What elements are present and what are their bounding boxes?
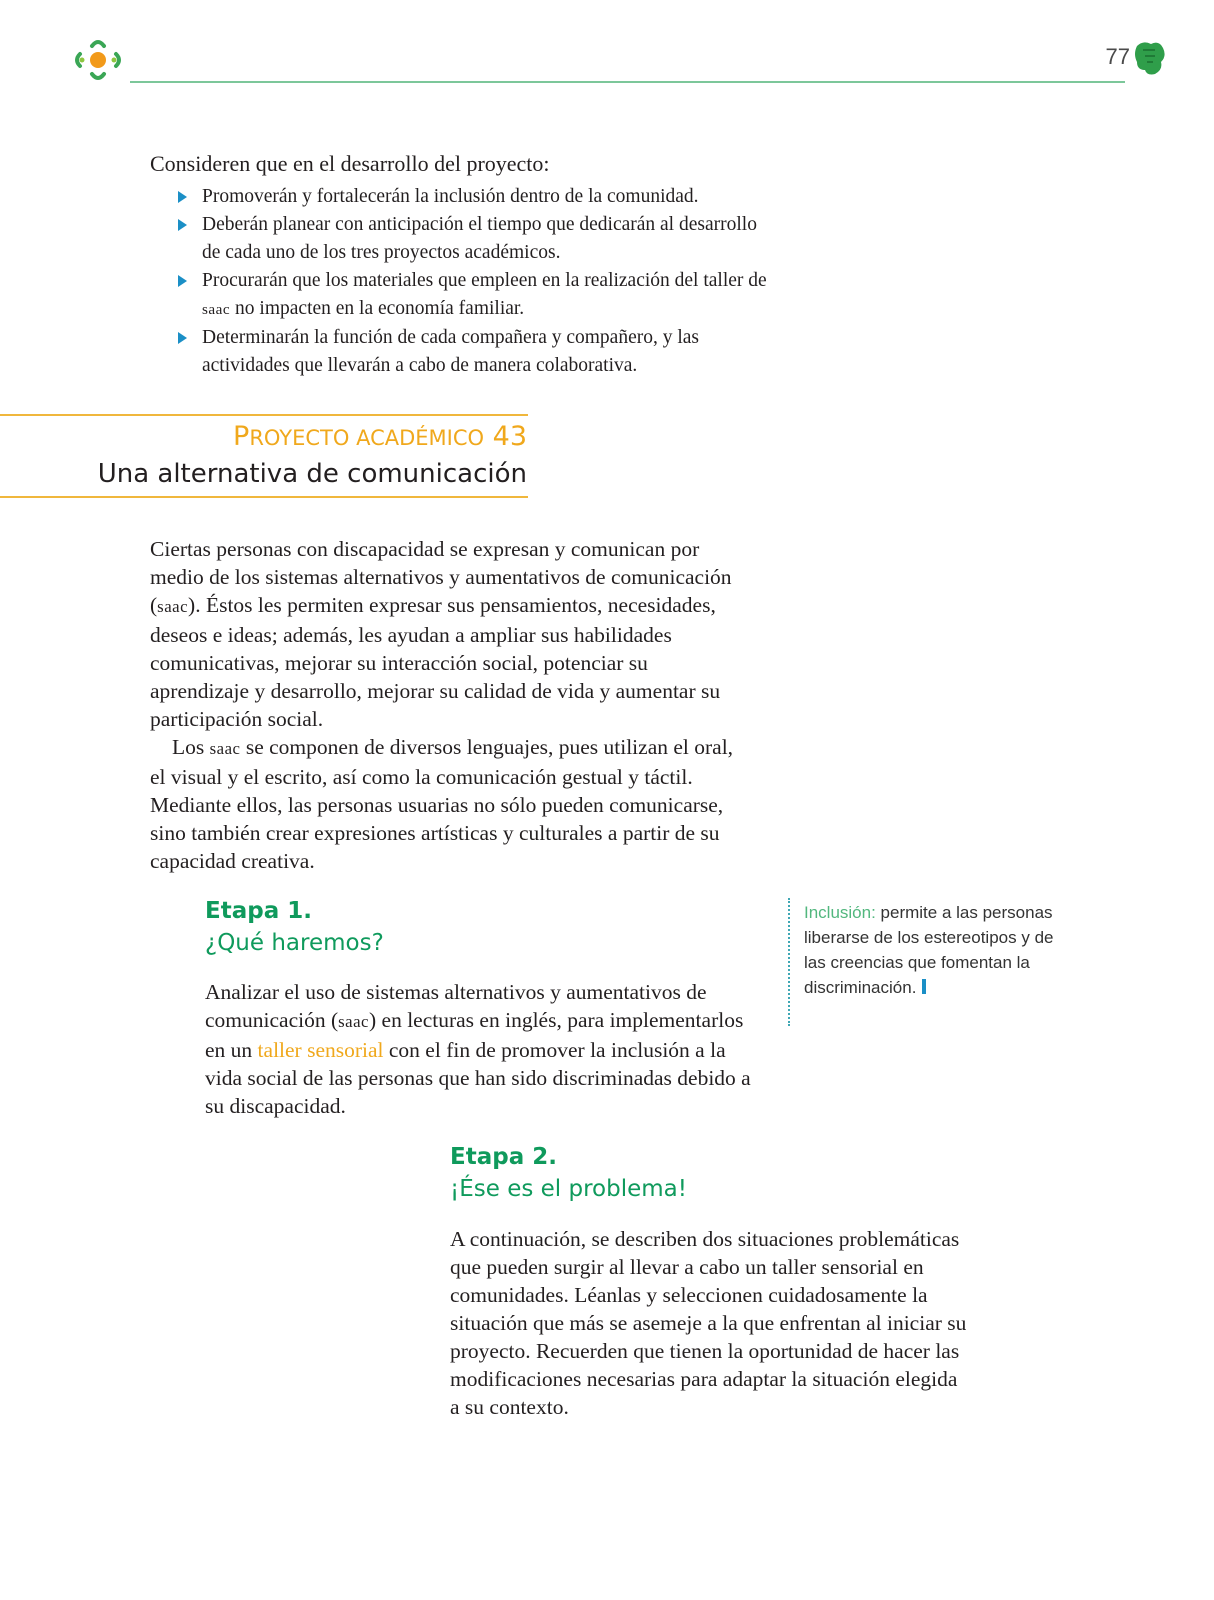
header-rule xyxy=(130,81,1125,83)
intro-lead: Consideren que en el desarrollo del proyecto: xyxy=(150,151,550,176)
bullet-triangle-icon xyxy=(178,191,187,203)
stage2-text: A continuación, se describen dos situaciones problemáticas que pueden surgir al llevar a cabo un taller sensorial en comunidades. Léanlas y seleccionen cuidadosamente la situación que más se asemeje a la que enfrentan al iniciar su proyecto. Recuerden que tienen la oportunidad de hacer las modificaciones necesarias para adaptar la situación elegida a su contexto. xyxy=(450,1227,967,1419)
page-number: 77 xyxy=(1105,44,1130,69)
stage1-text: Analizar el uso de sistemas alternativos y aumentativos de comunicación (saac) en lecturas en inglés, para implementarlos en un taller sensorial con el fin de promover la inclusión a la vida social de las personas que han sido discriminadas debido a su discapacidad. xyxy=(205,980,751,1118)
glossary-definition: permite a las personas liberarse de los estereotipos y de las creencias que fomentan la discriminación. xyxy=(804,903,1054,997)
bullet-triangle-icon xyxy=(178,219,187,231)
project-band-top-rule xyxy=(0,414,528,416)
project-title: Una alternativa de comunicación xyxy=(97,459,527,489)
stage1-subtitle: ¿Qué haremos? xyxy=(205,930,384,956)
list-item: Procurarán que los materiales que empleen en la realización del taller de saac no impacten en la economía familiar. xyxy=(176,267,776,324)
bullet-triangle-icon xyxy=(178,332,187,344)
glossary-term: Inclusión: xyxy=(804,903,876,922)
list-item: Determinarán la función de cada compañera y compañero, y las actividades que llevarán a cabo de manera colaborativa. xyxy=(176,324,776,380)
stamp-icon xyxy=(1133,38,1167,76)
list-item: Deberán planear con anticipación el tiempo que dedicarán al desarrollo de cada uno de los tres proyectos académicos. xyxy=(176,211,776,267)
paragraph: Los saac se componen de diversos lenguajes, pues utilizan el oral, el visual y el escrito, así como la comunicación gestual y táctil. Mediante ellos, las personas usuarias no sólo pueden comunicarse, sino también crear expresiones artísticas y culturales a partir de su capacidad creativa. xyxy=(150,735,734,873)
project-band-bottom-rule xyxy=(0,496,528,498)
stage1-title: Etapa 1. xyxy=(205,898,312,924)
glossary-note xyxy=(804,900,1054,1000)
end-mark-icon xyxy=(922,979,926,994)
paragraph: Ciertas personas con discapacidad se expresan y comunican por medio de los sistemas alternativos y aumentativos de comunicación (saac). Éstos les permiten expresar sus pensamientos, necesidades, deseos e ideas; además, les ayudan a ampliar sus habilidades comunicativas, mejorar su interacción social, potenciar su aprendizaje y desarrollo, mejorar su calidad de vida y aumentar su participación social. xyxy=(150,537,732,731)
glossary-link[interactable]: taller sensorial xyxy=(257,1038,384,1062)
bullet-triangle-icon xyxy=(178,275,187,287)
flower-logo-icon xyxy=(70,34,126,86)
consideration-list xyxy=(176,183,776,380)
stage2-subtitle: ¡Ése es el problema! xyxy=(450,1176,687,1202)
stage2-title: Etapa 2. xyxy=(450,1144,557,1170)
main-text xyxy=(150,535,750,875)
project-label: PROYECTO ACADÉMICO 43 xyxy=(233,421,527,452)
list-item: Promoverán y fortalecerán la inclusión dentro de la comunidad. xyxy=(176,183,776,211)
